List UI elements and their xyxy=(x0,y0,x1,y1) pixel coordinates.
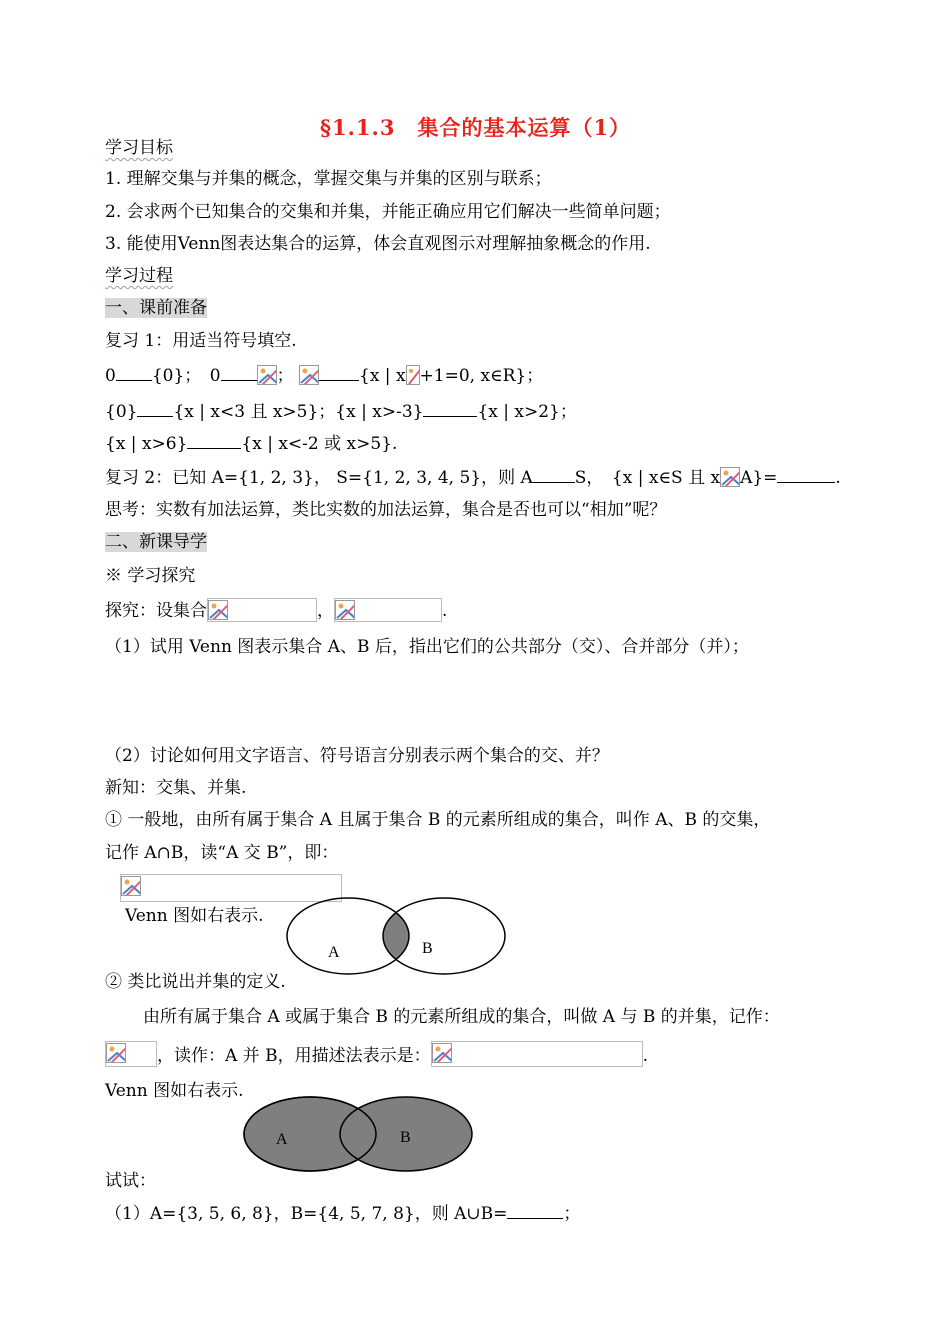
image-placeholder-icon xyxy=(335,600,355,620)
formula-image-box xyxy=(207,598,317,622)
union-venn-diagram xyxy=(242,1094,474,1174)
definition-2-line-2: ，读作：A 并 B，用描述法表示是： . xyxy=(105,1041,648,1067)
image-placeholder-icon xyxy=(720,467,740,487)
review1-line-2: {0} {x | x<3 且 x>5}；{x | x>-3} {x | x>2}； xyxy=(105,402,577,422)
process-heading: 学习过程 xyxy=(105,266,173,286)
formula-image-box xyxy=(334,598,442,622)
goals-heading: 学习目标 xyxy=(105,138,173,158)
image-placeholder-icon xyxy=(257,365,277,385)
venn2-label-a: A xyxy=(276,1131,288,1148)
venn2-label-b: B xyxy=(400,1129,411,1146)
new-knowledge: 新知：交集、并集. xyxy=(105,778,247,798)
review1-line-3: {x | x>6} {x | x<-2 或 x>5}. xyxy=(105,434,398,454)
question-1: （1）试用 Venn 图表示集合 A、B 后，指出它们的公共部分（交）、合并部分（并）； xyxy=(105,637,749,657)
intersection-venn-diagram xyxy=(284,895,509,977)
goal-item-1: 1. 理解交集与并集的概念，掌握交集与并集的区别与联系； xyxy=(105,169,552,189)
section-heading-1: 一、课前准备 xyxy=(105,298,207,318)
image-placeholder-icon xyxy=(121,876,141,896)
formula-image-box xyxy=(105,1041,157,1067)
goal-item-3: 3. 能使用Venn图表达集合的运算，体会直观图示对理解抽象概念的作用. xyxy=(105,234,651,254)
section-heading-2: 二、新课导学 xyxy=(105,532,207,552)
definition-1-line-2: 记作 A∩B，读“A 交 B”，即： xyxy=(105,843,339,863)
venn1-caption: Venn 图如右表示. xyxy=(125,906,264,926)
try-heading: 试试： xyxy=(105,1171,156,1191)
formula-image-box xyxy=(431,1041,643,1067)
goal-item-2: 2. 会求两个已知集合的交集和并集，并能正确应用它们解决一些简单问题； xyxy=(105,202,671,222)
try-item-1: （1）A={3, 5, 6, 8}，B={4, 5, 7, 8}，则 A∪B= ； xyxy=(105,1204,581,1224)
image-placeholder-icon xyxy=(106,1043,126,1063)
image-placeholder-icon xyxy=(432,1043,452,1063)
image-placeholder-icon xyxy=(299,365,319,385)
review1-line-1: 0 {0}； 0 ； {x | x +1=0, x∈R}； xyxy=(105,366,544,386)
definition-1-line-1: ① 一般地，由所有属于集合 A 且属于集合 B 的元素所组成的集合，叫作 A、B 的交集， xyxy=(105,810,771,830)
review1-title: 复习 1：用适当符号填空. xyxy=(105,331,297,351)
venn2-caption: Venn 图如右表示. xyxy=(105,1081,244,1101)
image-placeholder-icon xyxy=(406,365,420,385)
explore-heading: ※ 学习探究 xyxy=(105,566,196,586)
explore-line: 探究：设集合 ， . xyxy=(105,598,447,622)
question-2: （2）讨论如何用文字语言、符号语言分别表示两个集合的交、并？ xyxy=(105,746,609,766)
image-placeholder-icon xyxy=(208,600,228,620)
think-question: 思考：实数有加法运算，类比实数的加法运算，集合是否也可以“相加”呢？ xyxy=(105,500,667,520)
page-title: §1.1.3 集合的基本运算（1） xyxy=(320,115,632,140)
review2-line: 复习 2：已知 A={1, 2, 3}， S={1, 2, 3, 4, 5}，则 A S， {x | x∈S 且 x A}= . xyxy=(105,468,841,488)
venn1-label-a: A xyxy=(328,944,340,961)
definition-2-heading: ② 类比说出并集的定义. xyxy=(105,972,286,992)
definition-2-line-1: 由所有属于集合 A 或属于集合 B 的元素所组成的集合，叫做 A 与 B 的并集，记作： xyxy=(143,1007,780,1027)
venn1-label-b: B xyxy=(422,940,433,957)
